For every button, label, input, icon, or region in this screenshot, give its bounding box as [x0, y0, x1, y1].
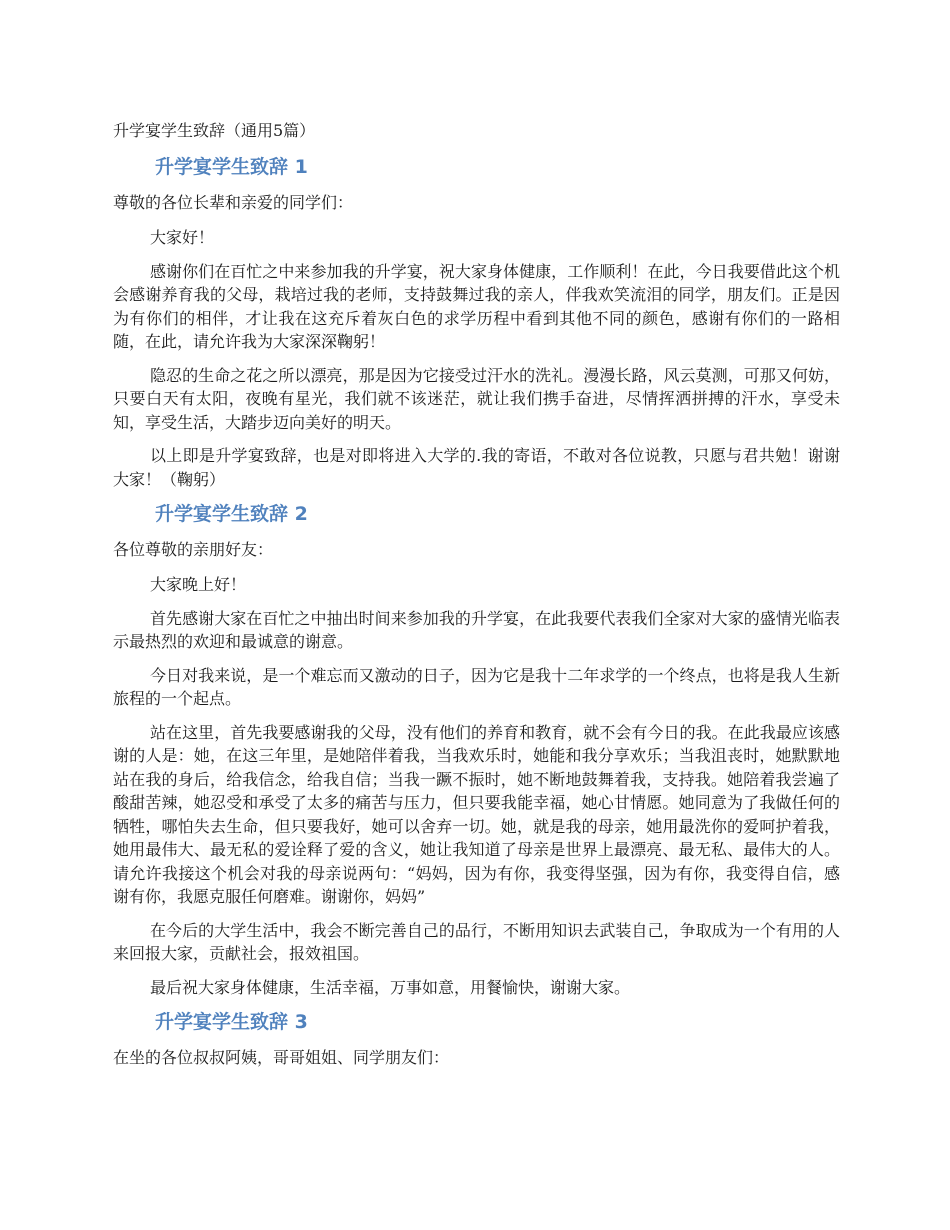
section-heading-3: 升学宴学生致辞 3	[155, 1011, 308, 1033]
section-2-paragraph-1: 大家晚上好！	[150, 575, 247, 594]
section-heading-2: 升学宴学生致辞 2	[155, 503, 308, 525]
section-3	[113, 1009, 840, 1071]
document-page	[113, 118, 840, 1081]
section-1-paragraph-1: 大家好！	[150, 228, 215, 247]
section-3-salutation: 在坐的各位叔叔阿姨，哥哥姐姐、同学朋友们：	[113, 1048, 450, 1067]
section-2-paragraph-3: 今日对我来说，是一个难忘而又激动的日子，因为它是我十二年求学的一个终点，也将是我人生新旅程的一个起点。	[113, 665, 840, 708]
section-2-paragraph-5: 在今后的大学生活中，我会不断完善自己的品行，不断用知识去武装自己，争取成为一个有用的人来回报大家，贡献社会，报效祖国。	[113, 920, 840, 963]
section-1-paragraph-4: 以上即是升学宴致辞，也是对即将进入大学的.我的寄语，不敢对各位说教，只愿与君共勉！谢谢大家！（鞠躬）	[113, 446, 840, 489]
section-2-salutation: 各位尊敬的亲朋好友：	[113, 540, 274, 559]
section-heading-1: 升学宴学生致辞 1	[155, 156, 308, 178]
document-title: 升学宴学生致辞（通用5篇）	[113, 121, 316, 140]
section-1	[113, 154, 840, 491]
section-2-paragraph-2: 首先感谢大家在百忙之中抽出时间来参加我的升学宴，在此我要代表我们全家对大家的盛情光临表示最热烈的欢迎和最诚意的谢意。	[113, 608, 840, 651]
section-2-paragraph-4: 站在这里，首先我要感谢我的父母，没有他们的养育和教育，就不会有今日的我。在此我最应该感谢的人是：她，在这三年里，是她陪伴着我，当我欢乐时，她能和我分享欢乐；当我沮丧时，她默默地站在我的身后，给我信念，给我自信；当我一蹶不振时，她不断地鼓舞着我，支持我。她陪着我尝遍了酸甜苦辣，她忍受和承受了太多的痛苦与压力，但只要我能幸福，她心甘情愿。她同意为了我做任何的牺牲，哪怕失去生命，但只要我好，她可以舍弃一切。她，就是我的母亲，她用最洗你的爱呵护着我，她用最伟大、最无私的爱诠释了爱的含义，她让我知道了母亲是世界上最漂亮、最无私、最伟大的人。请允许我接这个机会对我的母亲说两句：“妈妈，因为有你，我变得坚强，因为有你，我变得自信，感谢有你，我愿克服任何磨难。谢谢你，妈妈”	[113, 722, 840, 906]
section-2-paragraph-6: 最后祝大家身体健康，生活幸福，万事如意，用餐愉快，谢谢大家。	[150, 977, 631, 997]
section-2	[113, 501, 840, 999]
section-1-paragraph-2: 感谢你们在百忙之中来参加我的升学宴，祝大家身体健康，工作顺利！在此，今日我要借此这个机会感谢养育我的父母，栽培过我的老师，支持鼓舞过我的亲人，伴我欢笑流泪的同学，朋友们。正是因为有你们的相伴，才让我在这充斥着灰白色的求学历程中看到其他不同的颜色，感谢有你们的一路相随，在此，请允许我为大家深深鞠躬！	[113, 261, 840, 351]
section-1-salutation: 尊敬的各位长辈和亲爱的同学们：	[113, 193, 354, 212]
section-1-paragraph-3: 隐忍的生命之花之所以漂亮，那是因为它接受过汗水的洗礼。漫漫长路，风云莫测，可那又何妨，只要白天有太阳，夜晚有星光，我们就不该迷茫，就让我们携手奋进，尽情挥洒拼搏的汗水，享受未知，享受生活，大踏步迈向美好的明天。	[113, 365, 840, 432]
